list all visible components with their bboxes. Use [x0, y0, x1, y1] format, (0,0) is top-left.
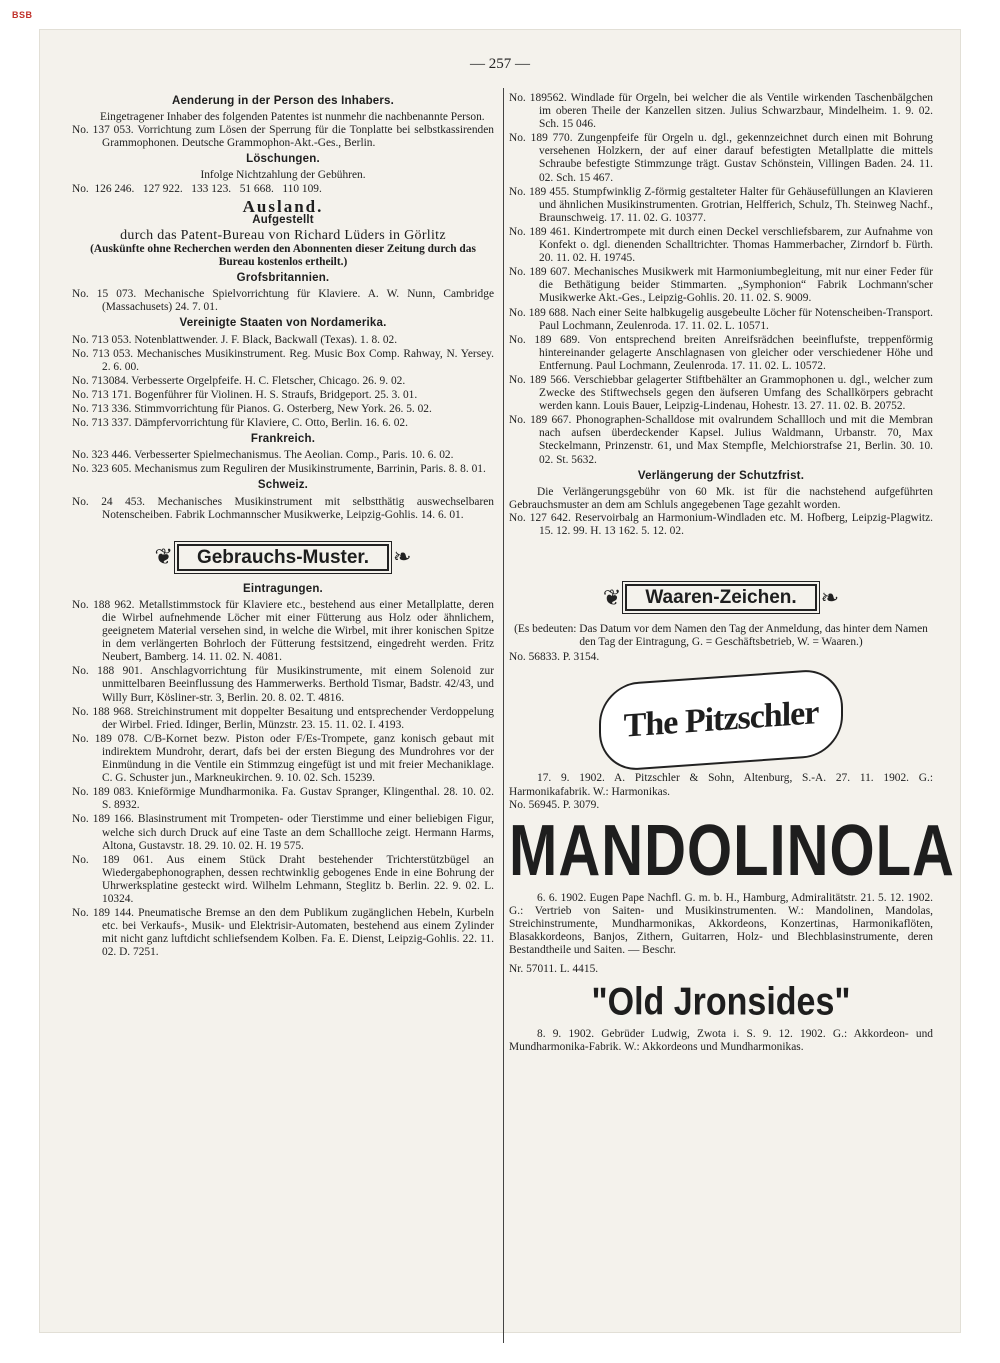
gm-entry: No. 189 688. Nach einer Seite halbkugelig ausgebeulte Löcher für Notenscheiben-Transport. Paul Lochmann, Zeulenroda. 17. 11. 02. L. 10571. [509, 306, 933, 332]
patent-entry: No. 323 605. Mechanismus zum Reguliren der Musikinstrumente, Barrinin, Paris. 8. 8. 01. [72, 463, 486, 476]
patent-entry: No. 323 446. Verbesserter Spielmechanismus. The Aeolian. Comp., Paris. 10. 6. 02. [72, 449, 454, 462]
gm-entry: No. 127 642. Reservoirbalg an Harmonium-Windladen etc. M. Hofberg, Leipzig-Plagwitz. 15. 12. 99. H. 13 162. 5. 12. 02. [509, 511, 933, 537]
patent-entry: No. 137 053. Vorrichtung zum Lösen der Sperrung für die Tonplatte bei selbstkassirenden Grammophonen. Deutsche Grammophon-Akt.-Ges., Berlin. [72, 124, 494, 150]
legend-note: (Es bedeuten: Das Datum vor dem Namen den Tag der Anmeldung, das hinter dem Namen den Tag der Eintragung, G. = Geschäftsbetrieb, W. = Waaren.) [514, 623, 928, 649]
library-stamp: BSB [12, 10, 33, 20]
patent-entry: No. 713 336. Stimmvorrichtung für Pianos. G. Osterberg, New York. 26. 5. 02. [72, 402, 432, 415]
gm-entry: No. 189 455. Stumpfwinklig Z-förmig gestalteter Halter für Gehäusefüllungen an Klavieren und ähnlichen Musikinstrumenten. Grotrian, Helfferich, Schulz, Th. Steinweg Nachf., Braunschweig. 17. 11. 02. G. 10377. [509, 185, 933, 224]
trademark-number: No. 56833. P. 3154. [509, 651, 600, 664]
section-title-aenderung: Aenderung in der Person des Inhabers. [171, 95, 395, 107]
ornament-icon: ❦ [154, 544, 173, 570]
banner-label: Waaren-Zeichen. [625, 584, 816, 611]
old-jronsides-logo: "Old Jronsides" [591, 980, 851, 1025]
gm-entry: No. 189 566. Verschiebbar gelagerter Stiftbehälter an Grammophonen u. dgl., welcher zum Zwecke des Stiftwechsels gegen den äufseren Umfang des Schallkörpers gebracht werden kann. Louis Bauer, Leipzig-Lindenau, Hohestr. 13. 27. 11. 02. B. 20752. [509, 373, 933, 413]
gm-entry: No. 188 962. Metallstimmstock für Klaviere etc., bestehend aus einer Metallplatte, deren die Wirbel aufnehmende Löcher mit einer Fütterung aus Holz oder ähnlichem, geeignetem Material versehen sind, in welche die Wirbel, mit ihrer konischen Spitze in dem verlängerten Bohrloch der Fütterung festsitzend, eingedreht werden. Fritz Neubert, Bamberg. 14. 11. 02. N. 4081. [72, 598, 494, 664]
gm-entry: No. 189 078. C/B-Kornet bezw. Piston oder F/Es-Trompete, ganz konisch gebaut mit indirektem Mundrohr, derart, dafs bei der ersten Biegung des Mundrohres vor der Einmündung in die Ventile ein Stimmzug eingefügt ist und mit freier Mechaniklage. C. G. Schuster jun., Markneukirchen. 9. 10. 02. Sch. 15239. [72, 732, 494, 785]
mandolinola-logo: MANDOLINOLA [509, 809, 955, 891]
subtitle-eintragungen: Eintragungen. [243, 582, 323, 595]
gm-entry: No. 189 607. Mechanisches Musikwerk mit Harmoniumbegleitung, mit nur einer Feder für die Bethätigung beider Stimmarten. „Symphonion“ Fabrik Lochmann'scher Musikwerke Akt.-Ges., Leipzig-Gohlis. 20. 11. 02. S. 9009. [509, 266, 933, 305]
subtitle-aufgestellt: Aufgestellt [252, 213, 314, 226]
section-title-loeschungen: Löschungen. [246, 153, 320, 166]
trademark-text: 6. 6. 1902. Eugen Pape Nachfl. G. m. b. H., Hamburg, Admiralitätstr. 21. 5. 12. 1902. G.: Vertrieb von Saiten- und Musikinstrumenten. W.: Mandolinen, Mandolas, Streichinstrumente, Mundharmonikas, Akkordeons, Konzertinas, Harmonikaflöten, Blasakkordeons, Banjos, Zithern, Guitarren, Holz- und Blechblasinstrumente, deren Bestandtheile und Saiten. — Beschr. [509, 891, 933, 957]
gm-entry: No. 188 968. Streichinstrument mit doppelter Besaitung und entsprechender Verdoppelung der Wirbel. Fried. Idinger, Berlin, Münzstr. 23. 15. 11. 02. I. 4193. [72, 705, 494, 731]
patent-number-list: No. 126 246. 127 922. 133 123. 51 668. 110 109. [72, 182, 322, 195]
page-number: — 257 — [470, 56, 530, 72]
patent-entry: No. 713 053. Notenblattwender. J. F. Black, Backwall (Texas). 1. 8. 02. [72, 333, 398, 346]
gm-entry: No. 189 770. Zungenpfeife für Orgeln u. dgl., gekennzeichnet durch einen mit Bohrung versehenen Holzkern, der auf einer darauf befestigten Metallplatte die mittels Schraube befestigte Stimmzunge trägt. Gustav Schönstein, Villingen Baden. 24. 11. 02. Sch. 15 467. [509, 132, 933, 184]
waarenzeichen-banner [509, 584, 933, 611]
patent-entry: No. 713 337. Dämpfervorrichtung für Klaviere, C. Otto, Berlin. 16. 6. 02. [72, 417, 408, 430]
column-divider [503, 88, 504, 1343]
gm-entry: No. 189562. Windlade für Orgeln, bei welcher die als Ventile wirkenden Taschenbälgchen im oberen Theile der Kanzellen sitzen. Julius Schwarzbaur, Mindelheim. 1. 9. 02. Sch. 15 046. [509, 92, 933, 131]
gm-entry: No. 188 901. Anschlagvorrichtung für Musikinstrumente, mit einem Solenoid zur unmittelbaren Beeinflussung des Hammerwerks. Berthold Tismar, Badstr. 42/43, und Willy Burr, Kösliner-str. 3, Berlin. 20. 8. 02. T. 4816. [72, 665, 494, 704]
scanned-page [40, 30, 960, 1332]
trademark-number: No. 56945. P. 3079. [509, 798, 600, 811]
country-title-ch: Schweiz. [257, 479, 309, 492]
bureau-line: durch das Patent-Bureau von Richard Lüders in Görlitz [120, 227, 446, 243]
intro-text: Die Verlängerungsgebühr von 60 Mk. ist für die nachstehend aufgeführten Gebrauchsmuster an dem am Schluls angegebenen Tage gezahlt worden. [509, 485, 933, 511]
gm-entry: No. 189 461. Kindertrompete mit durch einen Deckel verschliefsbarem, zur Aufnahme von Konfekt o. dgl. dienenden Schalltrichter. Thomas Hammerbacher, Zirndorf b. Fürth. 20. 11. 02. H. 19745. [509, 225, 933, 265]
trademark-text: 17. 9. 1902. A. Pitzschler & Sohn, Altenburg, S.-A. 27. 11. 1902. G.: Harmonikafabrik. W.: Harmonikas. [509, 772, 933, 798]
patent-entry: No. 713084. Verbesserte Orgelpfeife. H. C. Fletscher, Chicago. 26. 9. 02. [72, 374, 406, 387]
ornament-icon: ❧ [820, 584, 840, 610]
intro-text: Eingetragener Inhaber des folgenden Patentes ist nunmehr die nachbenannte Person. [100, 111, 485, 124]
country-title-fr: Frankreich. [250, 433, 316, 446]
gm-entry: No. 189 689. Von entsprechend breiten Anreifsrädchen beeinflufste, treppenförmig hintereinander gelagerte Anschlagnasen von gleicher oder verschiedener Höhe und Entfernung. Paul Lochmann, Zeulenroda. 17. 11. 02. L. 10572. [509, 333, 933, 372]
gm-entry: No. 189 667. Phonographen-Schalldose mit ovalrundem Schallloch und mit die Membran nach aufsen überdeckender Kapsel. Julius Waldmann, Urbanstr. 70, Max Steckelmann, Prinzenstr. 61, und Max Stempfle, Melchiorstrafse 21, Berlin. 30. 10. 02. St. 5632. [509, 414, 933, 466]
country-title-us: Vereinigte Staaten von Nordamerika. [179, 317, 387, 330]
trademark-text: 8. 9. 1902. Gebrüder Ludwig, Zwota i. S. 9. 12. 1902. G.: Akkordeon- und Mundharmonika-Fabrik. W.: Akkordeons und Mundharmonikas. [509, 1028, 933, 1054]
gm-entry: No. 189 144. Pneumatische Bremse an den dem Publikum zugänglichen Hebeln, Kurbeln etc. bei Verkaufs-, Musik- und Elektrisir-Automaten, bestehend aus einem Zylinder mit nicht ganz luftdicht schliefsendem Kolben. Fa. E. Dienst, Leipzig-Gohlis. 22. 11. 02. D. 7251. [72, 907, 494, 959]
gm-entry: No. 189 083. Knieförmige Mundharmonika. Fa. Gustav Spranger, Klingenthal. 28. 10. 02. S. 8932. [72, 786, 494, 812]
patent-entry: No. 713 171. Bogenführer für Violinen. H. S. Straufs, Bridgeport. 25. 3. 01. [72, 388, 418, 401]
bureau-note: (Auskünfte ohne Recherchen werden den Abonnenten dieser Zeitung durch das Bureau kostenlos ertheilt.) [90, 242, 476, 269]
section-title-verlaengerung: Verlängerung der Schutzfrist. [637, 469, 805, 482]
ornament-icon: ❧ [393, 544, 412, 570]
ornament-icon: ❦ [602, 584, 622, 610]
country-title-gb: Grofsbritannien. [236, 272, 330, 285]
patent-entry: No. 15 073. Mechanische Spielvorrichtung für Klaviere. A. W. Nunn, Cambridge (Massachusets) 24. 7. 01. [72, 288, 494, 314]
right-column [509, 92, 955, 1055]
gebrauchsmuster-banner [72, 544, 494, 571]
trademark-number: Nr. 57011. L. 4415. [509, 963, 599, 976]
patent-entry: No. 713 053. Mechanisches Musikinstrument. Reg. Music Box Comp. Rahway, N. Yersey. 2. 6. 00. [72, 347, 494, 373]
pitzschler-logo: The Pitzschler [599, 668, 843, 773]
gm-entry: No. 189 166. Blasinstrument mit Trompeten- oder Tierstimme und einer beliebigen Figur, welche sich durch Druck auf eine Taste an dem Schallloche zeigt. Hermann Harms, Altona, Gustavstr. 18. 29. 10. 02. H. 19 575. [72, 813, 494, 852]
gm-entry: No. 189 061. Aus einem Stück Draht bestehender Trichterstützbügel an Wiedergabephonographen, dessen rechtwinklig gebogenes Ende in eine Bohrung der Uhrwerksplatine gesteckt wird. Wilhelm Lehmann, Steglitz b. Berlin. 22. 9. 02. L. 10324. [72, 853, 494, 905]
left-column [72, 92, 494, 960]
intro-text: Infolge Nichtzahlung der Gebühren. [200, 169, 366, 182]
banner-label: Gebrauchs-Muster. [177, 544, 389, 571]
section-title-ausland: Ausland. [242, 196, 324, 216]
patent-entry: No. 24 453. Mechanisches Musikinstrument mit selbstthätig auswechselbaren Notenscheiben. Fabrik Lochmannscher Musikwerke, Leipzig-Gohlis. 14. 6. 01. [72, 495, 494, 521]
